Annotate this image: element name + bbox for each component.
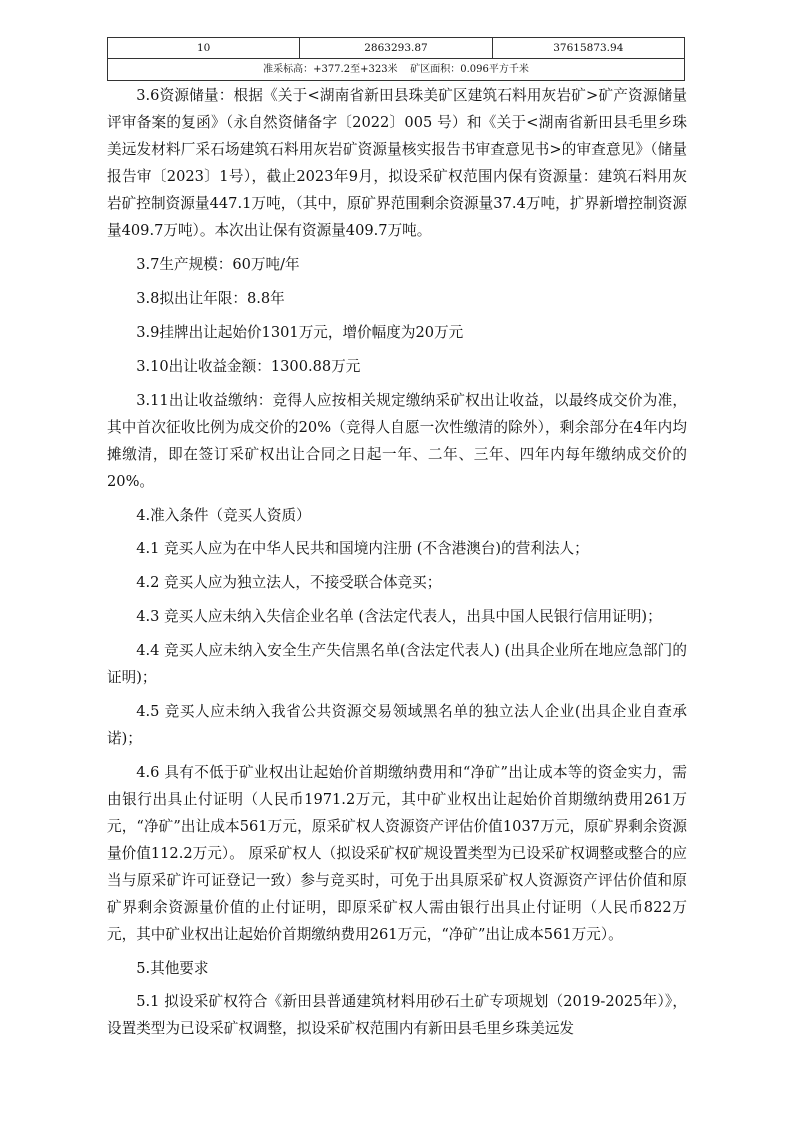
table-row xyxy=(108,59,685,81)
paragraph-4-1: 4.1 竞买人应为在中华人民共和国境内注册 (不含港澳台)的营利法人； xyxy=(136,540,589,557)
section-5-heading: 5.其他要求 xyxy=(136,960,209,977)
paragraph-3-6: 3.6资源储量：根据《关于<湖南省新田县珠美矿区建筑石料用灰岩矿>矿产资源储量评审备案的复函》（永自然资储备字〔2022〕005 号）和《关于<湖南省新田县毛里乡珠美远发材料厂采石场建筑石料用灰岩矿资源量核实报告书审查意见书>的审查意见》（储量报告审〔2023〕1号），截止2023年9月，拟设采矿权范围内保有资源量：建筑石料用灰岩矿控制资源量447.1万吨，（其中，原矿界范围剩余资源量37.4万吨，扩界新增控制资源量409.7万吨）。本次出让保有资源量409.7万吨。 xyxy=(107,87,687,239)
paragraph-4-5: 4.5 竞买人应未纳入我省公共资源交易领域黑名单的独立法人企业(出具企业自查承诺)； xyxy=(107,703,687,747)
point-number-cell: 10 xyxy=(108,38,300,59)
elevation-area-cell: 准采标高：+377.2至+323米 矿区面积：0.096平方千米 xyxy=(108,59,685,81)
paragraph-3-11: 3.11出让收益缴纳：竞得人应按相关规定缴纳采矿权出让收益，以最终成交价为准，其中首次征收比例为成交价的20%（竞得人自愿一次性缴清的除外），剩余部分在4年内均摊缴清，即在签订采矿权出让合同之日起一年、二年、三年、四年内每年缴纳成交价的20%。 xyxy=(107,392,687,490)
paragraph-4-3: 4.3 竞买人应未纳入失信企业名单 (含法定代表人，出具中国人民银行信用证明)； xyxy=(136,608,662,625)
paragraph-4-2: 4.2 竞买人应为独立法人，不接受联合体竞买； xyxy=(136,574,442,591)
paragraph-3-10: 3.10出让收益金额：1300.88万元 xyxy=(136,358,361,375)
paragraph-5-1: 5.1 拟设采矿权符合《新田县普通建筑材料用砂石土矿专项规划（2019-2025年）》，设置类型为已设采矿权调整，拟设采矿权范围内有新田县毛里乡珠美远发 xyxy=(107,993,687,1037)
x-coordinate-cell: 2863293.87 xyxy=(300,38,492,59)
paragraph-4-6: 4.6 具有不低于矿业权出让起始价首期缴纳费用和“净矿”出让成本等的资金实力，需由银行出具止付证明（人民币1971.2万元，其中矿业权出让起始价首期缴纳费用261万元，“净矿”出让成本561万元，原采矿权人资源资产评估价值1037万元，原矿界剩余资源量价值112.2万元）。 原采矿权人（拟设采矿权矿规设置类型为已设采矿权调整或整合的应当与原采矿许可证登记一致）参与竞买时，可免于出具原采矿权人资源资产评估价值和原矿界剩余资源量价值的止付证明，即原采矿权人需由银行出具止付证明（人民币822万元，其中矿业权出让起始价首期缴纳费用261万元，“净矿”出让成本561万元）。 xyxy=(107,764,687,943)
coordinate-table xyxy=(107,37,685,81)
document-body xyxy=(107,82,687,1046)
paragraph-3-8: 3.8拟出让年限：8.8年 xyxy=(136,290,285,307)
paragraph-4-4: 4.4 竞买人应未纳入安全生产失信黑名单(含法定代表人) (出具企业所在地应急部门的证明)； xyxy=(107,642,687,686)
paragraph-3-9: 3.9挂牌出让起始价1301万元，增价幅度为20万元 xyxy=(136,324,464,341)
section-4-heading: 4.准入条件（竞买人资质） xyxy=(136,507,311,524)
paragraph-3-7: 3.7生产规模：60万吨/年 xyxy=(136,256,300,273)
table-row xyxy=(108,38,685,59)
y-coordinate-cell: 37615873.94 xyxy=(492,38,684,59)
